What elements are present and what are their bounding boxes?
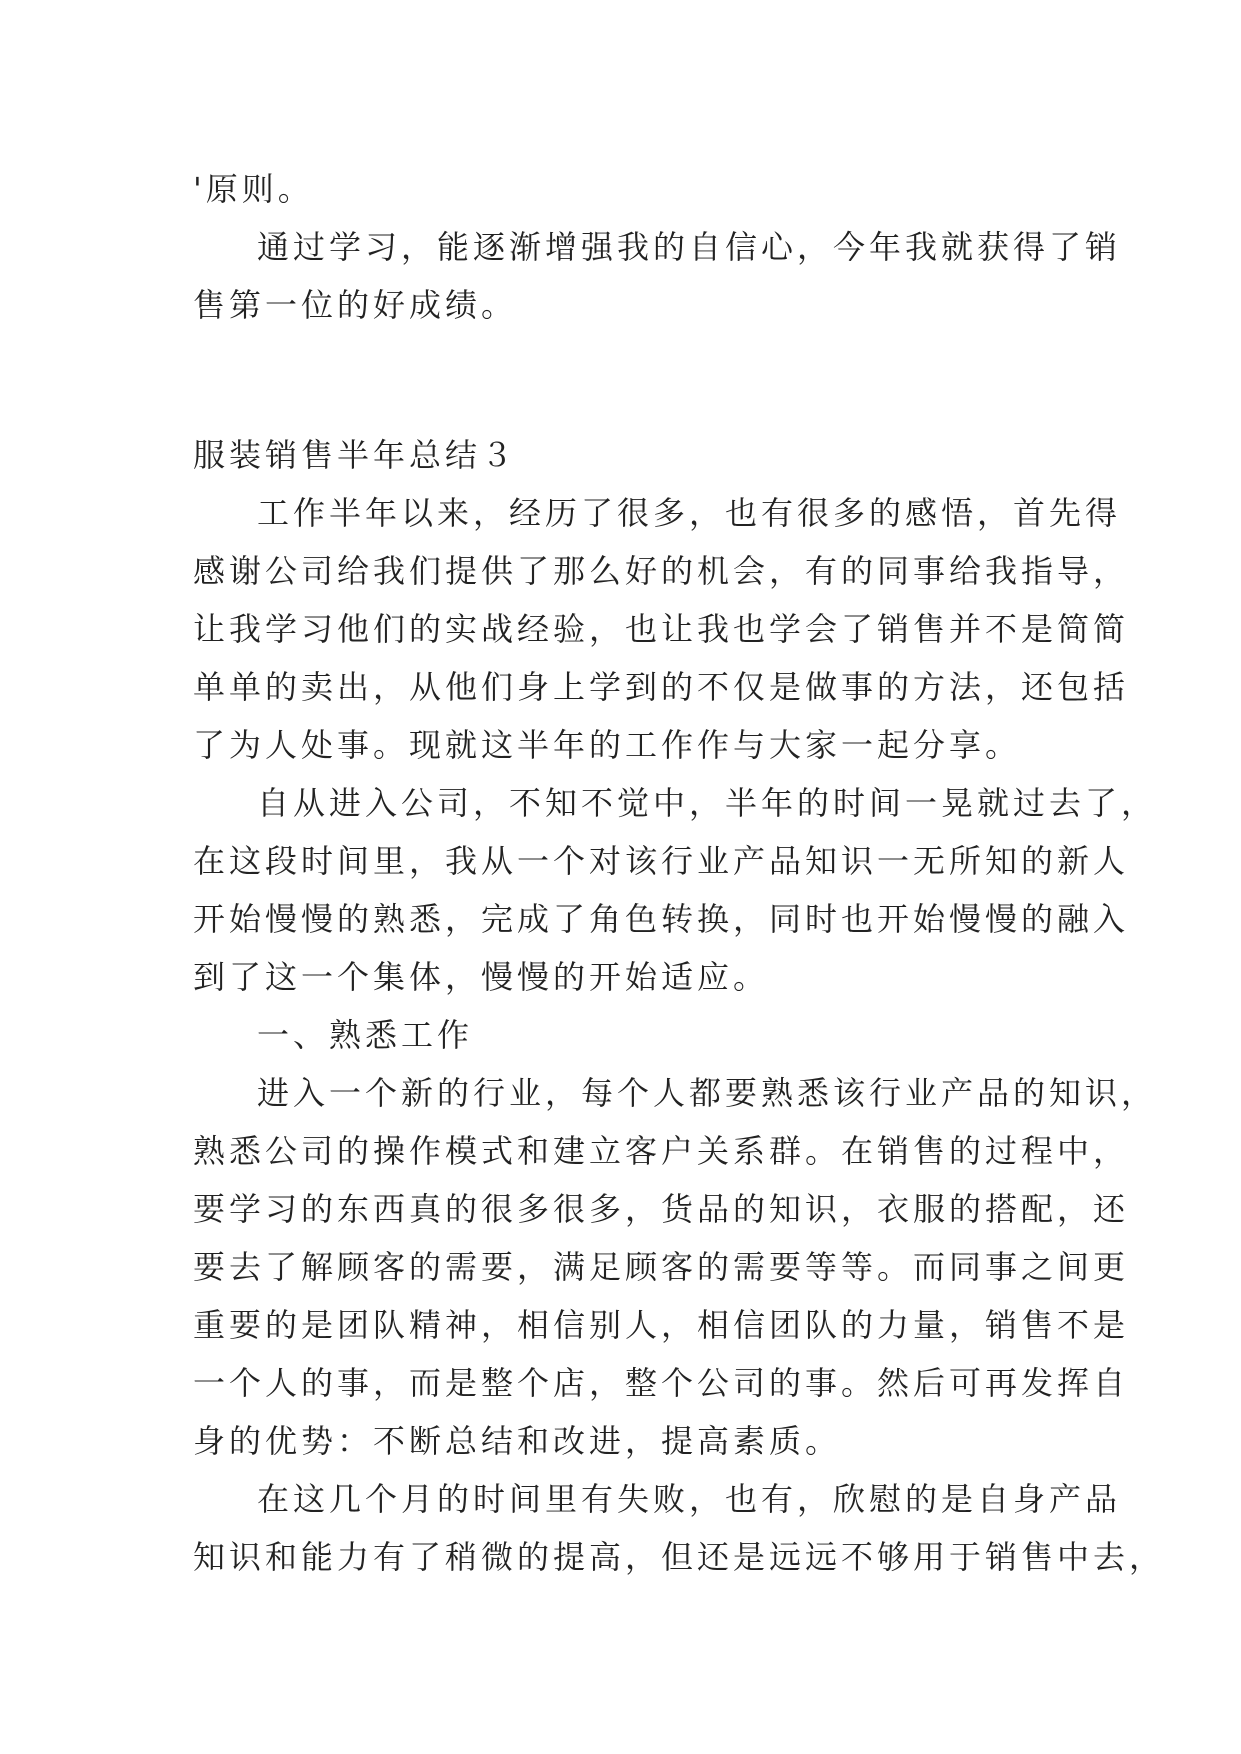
text-line: 售第一位的好成绩。 — [193, 286, 518, 324]
text-line: 在这几个月的时间里有失败，也有，欣慰的是自身产品 — [257, 1480, 1122, 1518]
text-line: 要去了解顾客的需要，满足顾客的需要等等。而同事之间更 — [193, 1248, 1130, 1286]
text-line: 熟悉公司的操作模式和建立客户关系群。在销售的过程中， — [193, 1132, 1130, 1170]
text-line: 让我学习他们的实战经验，也让我也学会了销售并不是简简 — [193, 610, 1130, 648]
text-line: 身的优势：不断总结和改进，提高素质。 — [193, 1422, 842, 1460]
text-line: 工作半年以来，经历了很多，也有很多的感悟，首先得 — [257, 494, 1122, 532]
subsection-heading: 一、熟悉工作 — [257, 1016, 474, 1054]
text-line: '原则。 — [193, 170, 314, 208]
text-line: 进入一个新的行业，每个人都要熟悉该行业产品的知识， — [257, 1074, 1158, 1112]
text-line: 感谢公司给我们提供了那么好的机会，有的同事给我指导， — [193, 552, 1130, 590]
text-line: 要学习的东西真的很多很多，货品的知识，衣服的搭配，还 — [193, 1190, 1130, 1228]
section-heading: 服装销售半年总结３ — [193, 436, 518, 474]
text-line: 开始慢慢的熟悉，完成了角色转换，同时也开始慢慢的融入 — [193, 900, 1130, 938]
text-line: 知识和能力有了稍微的提高，但还是远远不够用于销售中去， — [193, 1538, 1166, 1576]
document-body — [193, 160, 1166, 1586]
text-line: 重要的是团队精神，相信别人，相信团队的力量，销售不是 — [193, 1306, 1130, 1344]
text-line: 到了这一个集体，慢慢的开始适应。 — [193, 958, 770, 996]
text-line: 单单的卖出，从他们身上学到的不仅是做事的方法，还包括 — [193, 668, 1130, 706]
text-line: 一个人的事，而是整个店，整个公司的事。然后可再发挥自 — [193, 1364, 1130, 1402]
text-line: 自从进入公司，不知不觉中，半年的时间一晃就过去了， — [257, 784, 1158, 822]
text-line: 通过学习，能逐渐增强我的自信心，今年我就获得了销 — [257, 228, 1122, 266]
text-line: 在这段时间里，我从一个对该行业产品知识一无所知的新人 — [193, 842, 1130, 880]
paragraph-gap — [193, 334, 1063, 426]
text-line: 了为人处事。现就这半年的工作作与大家一起分享。 — [193, 726, 1022, 764]
